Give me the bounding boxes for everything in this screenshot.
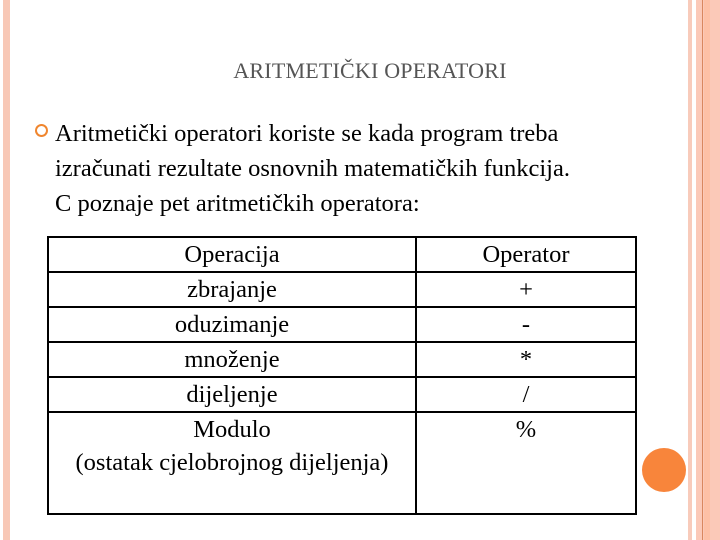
operator-cell: * — [416, 342, 636, 377]
operator-cell: + — [416, 272, 636, 307]
body-line-2: izračunati rezultate osnovnih matematičkih funkcija. — [55, 155, 570, 182]
body-line-3: C poznaje pet aritmetičkih operatora: — [55, 190, 420, 217]
operation-cell: oduzimanje — [48, 307, 416, 342]
operation-cell — [48, 412, 416, 514]
header-operator: Operator — [416, 237, 636, 272]
table-header-row — [48, 237, 636, 272]
body-line-1: Aritmetički operatori koriste se kada program treba — [55, 120, 559, 147]
operation-cell: dijeljenje — [48, 377, 416, 412]
operators-table — [47, 236, 637, 515]
operation-name: Modulo — [193, 416, 271, 443]
decorative-orange-circle-icon — [642, 448, 686, 492]
table-row — [48, 307, 636, 342]
table-row — [48, 412, 636, 514]
slide-title: ARITMETIČKI OPERATORI — [233, 58, 507, 83]
table-row — [48, 377, 636, 412]
operator-cell: / — [416, 377, 636, 412]
bullet-paragraph — [55, 116, 675, 221]
operation-cell: zbrajanje — [48, 272, 416, 307]
table-row — [48, 272, 636, 307]
operator-cell: % — [416, 412, 636, 514]
header-operacija: Operacija — [48, 237, 416, 272]
operation-note: (ostatak cjelobrojnog dijeljenja) — [75, 449, 389, 476]
operator-cell: - — [416, 307, 636, 342]
operation-cell: množenje — [48, 342, 416, 377]
table-row — [48, 342, 636, 377]
bullet-circle-icon — [35, 124, 48, 137]
